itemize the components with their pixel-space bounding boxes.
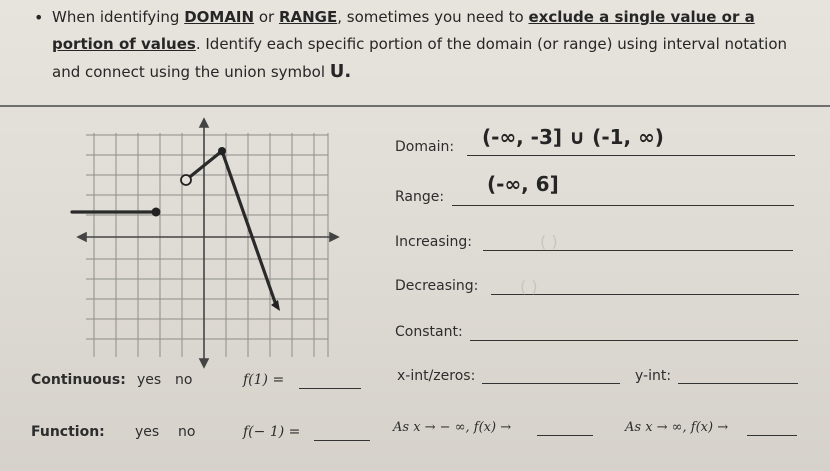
continuous-label: Continuous: <box>31 372 126 388</box>
f1-line[interactable] <box>299 388 361 389</box>
constant-line[interactable] <box>470 340 798 341</box>
vertex-point <box>218 147 226 155</box>
constant-label: Constant: <box>395 324 463 340</box>
xint-label: x-int/zeros: <box>397 368 476 384</box>
continuous-yes[interactable]: yes <box>137 372 162 388</box>
fm1-label: f(− 1) = <box>243 424 301 440</box>
instruction-text: When identifying DOMAIN or RANGE, sometimes you need to exclude a single value or a portion of values. Identify each specific portion of the domain (or range) using interval notation and connect using the union symbol U. <box>52 8 788 82</box>
end-behavior-pos: As x → ∞, f(x) → <box>625 420 729 435</box>
end-behavior-neg: As x → − ∞, f(x) → <box>393 420 512 435</box>
yint-label: y-int: <box>635 368 672 384</box>
xint-line[interactable] <box>482 383 620 384</box>
union-symbol: U. <box>329 61 352 82</box>
graph-curves <box>72 151 276 305</box>
f1-label: f(1) = <box>243 372 285 388</box>
faint-mark: ( ) <box>520 277 538 296</box>
decreasing-label: Decreasing: <box>395 278 479 294</box>
range-label: Range: <box>395 189 445 205</box>
range-word: RANGE <box>278 8 338 26</box>
function-yes[interactable]: yes <box>135 424 160 440</box>
exclude-phrase: exclude a single value or a portion of values <box>52 8 755 53</box>
function-graph <box>64 113 344 373</box>
domain-line[interactable] <box>467 155 795 156</box>
increasing-label: Increasing: <box>395 234 472 250</box>
fm1-line[interactable] <box>314 440 370 441</box>
domain-word: DOMAIN <box>184 8 255 26</box>
end-behavior-neg-line[interactable] <box>537 435 593 436</box>
increasing-line[interactable] <box>483 250 793 251</box>
open-endpoint <box>181 175 191 185</box>
domain-label: Domain: <box>395 139 455 155</box>
end-behavior-pos-line[interactable] <box>747 435 797 436</box>
continuous-no[interactable]: no <box>175 372 193 388</box>
bullet: • <box>34 8 44 27</box>
function-label: Function: <box>31 424 105 440</box>
grid-lines <box>86 133 328 357</box>
domain-answer: (-∞, -3] ∪ (-1, ∞) <box>482 125 664 149</box>
range-answer: (-∞, 6] <box>487 172 559 196</box>
faint-mark: ( ) <box>540 232 558 251</box>
yint-line[interactable] <box>678 383 798 384</box>
closed-endpoint <box>152 208 161 217</box>
range-line[interactable] <box>452 205 794 206</box>
instructions <box>28 4 818 86</box>
divider <box>0 105 830 107</box>
axes <box>78 119 338 367</box>
function-no[interactable]: no <box>178 424 196 440</box>
